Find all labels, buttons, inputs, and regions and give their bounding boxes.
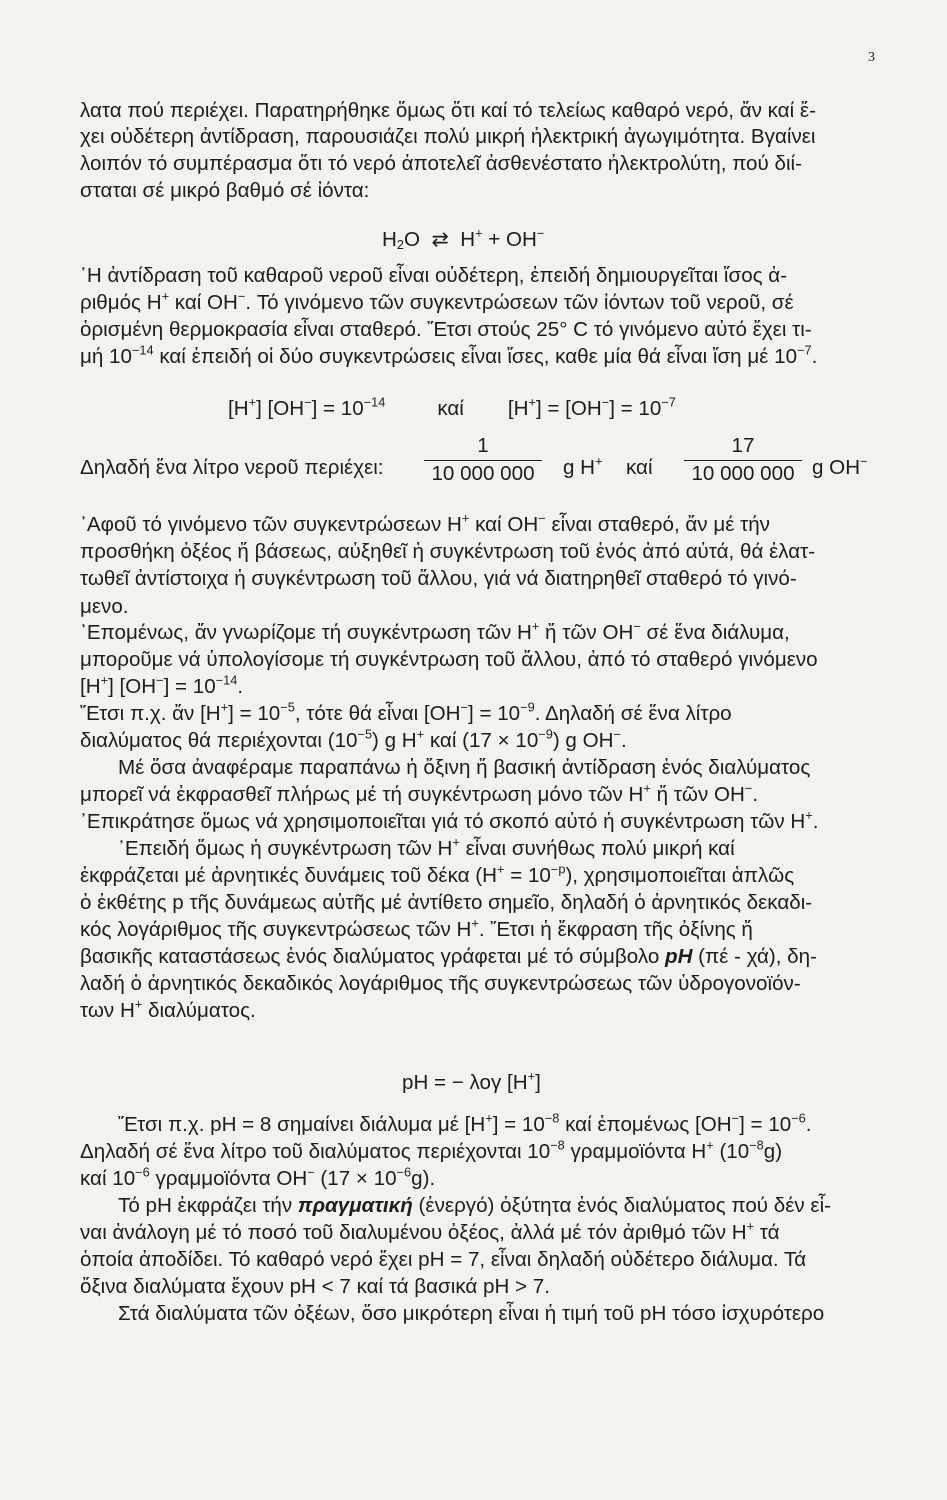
fraction-one: 1 10 000 000 bbox=[424, 434, 542, 486]
emphasis-real: πραγματική bbox=[297, 1194, 413, 1217]
text-line: λαδή ὁ ἀρνητικός δεκαδικός λογάριθμος τῆς συγκεντρώσεως τῶν ὑδρογονοϊόν- bbox=[80, 972, 801, 995]
text-line: Μέ ὅσα ἀναφέραμε παραπάνω ἡ ὄξινη ἤ βασική ἀντίδραση ἑνός διαλύματος bbox=[118, 756, 811, 779]
text-line: των H+ διαλύματος. bbox=[80, 996, 256, 1022]
text-line: ἐκφράζεται μέ ἀρνητικές δυνάμεις τοῦ δέκα $(H^+ = 10^{-p})$, χρησιμοποιεῖται ἁπλῶς bbox=[80, 861, 795, 887]
text-line: ὁποία ἀποδίδει. Τό καθαρό νερό ἔχει pH = 7, εἶναι δηλαδή οὐδέτερο διάλυμα. Τά bbox=[80, 1248, 807, 1271]
text-line: Ἔτσι π.χ. pH = 8 σημαίνει διάλυμα μέ $[H^+] = 10^{-8}$ καί ἑπομένως $[OH^-] = 10^{-6}$. bbox=[118, 1110, 812, 1136]
text-line: ὁρισμένη θερμοκρασία εἶναι σταθερό. Ἔτσι στούς 25° C τό γινόμενο αὐτό ἔχει τι- bbox=[80, 318, 812, 341]
text-line: Ἔτσι π.χ. ἄν $[H^+] = 10^{-5}$, τότε θά εἶναι $[OH^-] = 10^{-9}$. Δηλαδή σέ ἕνα λίτρο bbox=[80, 699, 732, 725]
text-line: καί $10^{-6}$ γραμμοϊόντα OH− $(17 \times 10^{-6}g)$. bbox=[80, 1164, 436, 1190]
text-line: χει οὐδέτερη ἀντίδραση, παρουσιάζει πολύ μικρή ἠλεκτρική ἀγωγιμότητα. Βγαίνει bbox=[80, 125, 816, 148]
text-line: μή $10^{-14}$ καί ἐπειδή οἱ δύο συγκεντρώσεις εἶναι ἴσες, καθε μία θά εἶναι ἴση μέ $10^{-7}$. bbox=[80, 342, 818, 368]
text-line: προσθήκη ὀξέος ἤ βάσεως, αὐξηθεῖ ἡ συγκέντρωση τοῦ ἑνός ἀπό αὐτά, θά ἐλατ- bbox=[80, 540, 816, 563]
unit-gram-oh: g OH− bbox=[812, 453, 868, 479]
text-line: Δηλαδή σέ ἕνα λίτρο τοῦ διαλύματος περιέχονται $10^{-8}$ γραμμοϊόντα H+ $(10^{-8}g)$ bbox=[80, 1137, 783, 1163]
equation-water-dissociation: $H_2O$ ⇄ H+ + OH− bbox=[382, 225, 545, 253]
text-line: [H+] $[OH^-] = 10^{-14}$. bbox=[80, 672, 244, 698]
text-line: ᾿Αφοῦ τό γινόμενο τῶν συγκεντρώσεων H+ καί OH− εἶναι σταθερό, ἄν μέ τήν bbox=[80, 510, 770, 536]
text-line: ῾Η ἀντίδραση τοῦ καθαροῦ νεροῦ εἶναι οὐδέτερη, ἐπειδή δημιουργεῖται ἴσος ἀ- bbox=[80, 264, 788, 287]
text-line: Τό pH ἐκφράζει τήν πραγματική (ἐνεργό) ὀξύτητα ἑνός διαλύματος πού δέν εἶ- bbox=[118, 1194, 832, 1217]
ph-symbol: pH bbox=[665, 945, 693, 968]
text-line: μπορεῖ νά ἐκφρασθεῖ πλήρως μέ τή συγκέντρωση μόνο τῶν H+ ἤ τῶν OH−. bbox=[80, 780, 759, 806]
unit-gram-h: g H+ bbox=[563, 453, 603, 479]
text-line: σταται σέ μικρό βαθμό σέ ἰόντα: bbox=[80, 179, 370, 202]
text-line: βασικῆς καταστάσεως ἑνός διαλύματος γράφεται μέ τό σύμβολο pH (πέ - χά), δη- bbox=[80, 945, 817, 968]
page-number: 3 bbox=[868, 50, 875, 65]
text-line: ὄξινα διαλύματα ἔχουν pH < 7 καί τά βασικά pH > 7. bbox=[80, 1275, 550, 1298]
text-line: ᾿Επικράτησε ὅμως νά χρησιμοποιεῖται γιά τό σκοπό αὐτό ἡ συγκέντρωση τῶν H+. bbox=[80, 807, 819, 833]
text-line: ναι ἀνάλογη μέ τό ποσό τοῦ διαλυμένου ὀξέος, ἀλλά μέ τόν ἀριθμό τῶν H+ τά bbox=[80, 1218, 780, 1244]
text-line: ὁ ἐκθέτης p τῆς δυνάμεως αὐτῆς μέ ἀντίθετο σημεῖο, δηλαδή ὁ ἀρνητικός δεκαδι- bbox=[80, 891, 813, 914]
fraction-seventeen: 17 10 000 000 bbox=[684, 434, 802, 486]
text-line: Στά διαλύματα τῶν ὀξέων, ὅσο μικρότερη εἶναι ἡ τιμή τοῦ pH τόσο ἰσχυρότερο bbox=[118, 1302, 825, 1325]
text-line: λοιπόν τό συμπέρασμα ὅτι τό νερό ἀποτελεῖ ἀσθενέστατο ἠλεκτρολύτη, πού διί- bbox=[80, 152, 802, 175]
text-line: κός λογάριθμος τῆς συγκεντρώσεως τῶν H+. Ἔτσι ἡ ἔκφραση τῆς ὀξίνης ἤ bbox=[80, 915, 753, 941]
text-line: ᾿Επειδή ὅμως ἡ συγκέντρωση τῶν H+ εἶναι συνήθως πολύ μικρή καί bbox=[118, 834, 735, 860]
equation-ph-definition: pH = − λογ [H+] bbox=[402, 1068, 541, 1094]
equation-lead-text: Δηλαδή ἕνα λίτρο νεροῦ περιέχει: bbox=[80, 456, 384, 479]
equation-ion-product: [H+] $[OH^-] = 10^{-14}$ καί $[H^+] = [OH^-] = 10^{-7}$ bbox=[228, 394, 676, 420]
text-line: μενο. bbox=[80, 595, 129, 618]
text-line: λατα πού περιέχει. Παρατηρήθηκε ὅμως ὅτι καί τό τελείως καθαρό νερό, ἄν καί ἔ- bbox=[80, 99, 816, 122]
text-line: ριθμός H+ καί OH−. Τό γινόμενο τῶν συγκεντρώσεων τῶν ἰόντων τοῦ νεροῦ, σέ bbox=[80, 288, 794, 314]
text-line: διαλύματος θά περιέχονται $(10^{-5})$ g H+ καί $(17 \times 10^{-9})$ g OH−. bbox=[80, 726, 627, 752]
text-line: τωθεῖ ἀντίστοιχα ἡ συγκέντρωση τοῦ ἄλλου, γιά νά διατηρηθεῖ σταθερό τό γινό- bbox=[80, 567, 797, 590]
text-line: μποροῦμε νά ὑπολογίσομε τή συγκέντρωση τοῦ ἄλλου, ἀπό τό σταθερό γινόμενο bbox=[80, 648, 818, 671]
text-line: ᾿Επομένως, ἄν γνωρίζομε τή συγκέντρωση τῶν H+ ἤ τῶν OH− σέ ἕνα διάλυμα, bbox=[80, 618, 790, 644]
conjunction: καί bbox=[626, 456, 653, 479]
